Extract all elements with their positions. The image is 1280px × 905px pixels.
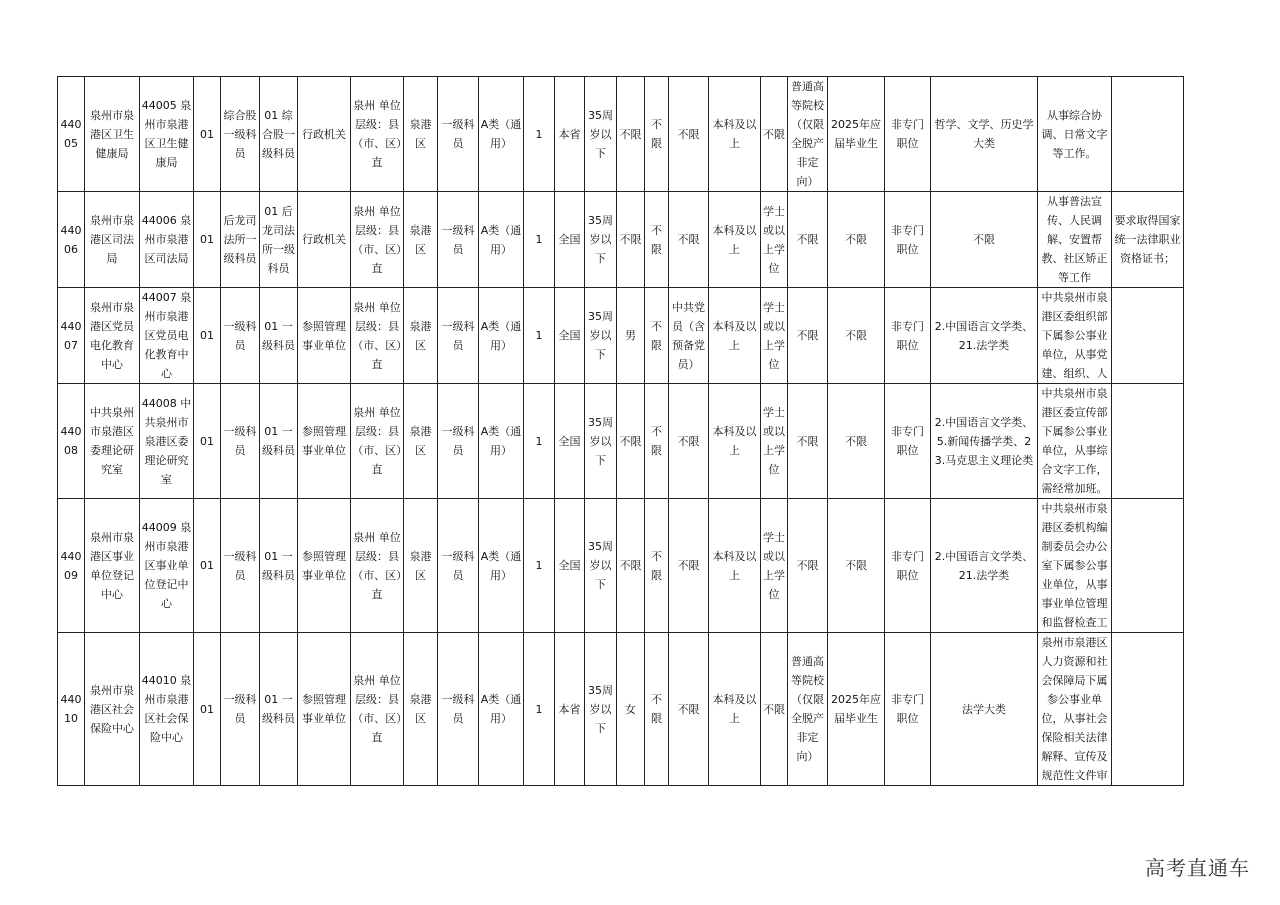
- duty-cell: 中共泉州市泉港区委宣传部下属参公事业单位，从事综合文字工作，需经常加班。: [1038, 384, 1112, 499]
- rank-cell: 一级科员: [438, 499, 479, 633]
- category-cell: A类（通用）: [479, 633, 524, 786]
- duty-cell: 泉州市泉港区人力资源和社会保障局下属参公事业单位，从事社会保险相关法律解释、宣传及规范性文件审: [1038, 633, 1112, 786]
- political-cell: 不限: [669, 384, 709, 499]
- unit-code-cell: 44005 泉州市泉港区卫生健康局: [140, 77, 194, 192]
- unit-nature-cell: 参照管理事业单位: [298, 288, 351, 384]
- ethnic-cell: 不限: [645, 288, 669, 384]
- region-cell: 泉港区: [404, 384, 438, 499]
- school-cell: 普通高等院校（仅限全脱产非定向）: [788, 77, 828, 192]
- region-cell: 泉港区: [404, 288, 438, 384]
- position-code-cell: 01 综合股一级科员: [260, 77, 298, 192]
- scope-cell: 全国: [555, 499, 585, 633]
- rank-cell: 一级科员: [438, 633, 479, 786]
- gender-cell: 不限: [617, 77, 645, 192]
- major-cell: 哲学、文学、历史学大类: [931, 77, 1038, 192]
- unit-name-cell: 泉州市泉港区卫生健康局: [85, 77, 140, 192]
- political-cell: 不限: [669, 192, 709, 288]
- remark-cell: [1112, 384, 1184, 499]
- count-cell: 1: [524, 633, 555, 786]
- rank-cell: 一级科员: [438, 384, 479, 499]
- unit-level-cell: 泉州 单位层级：县（市、区）直: [351, 192, 404, 288]
- graduate-cell: 2025年应届毕业生: [828, 77, 885, 192]
- position-code-cell: 01 一级科员: [260, 499, 298, 633]
- special-position-cell: 非专门职位: [885, 633, 931, 786]
- school-cell: 不限: [788, 192, 828, 288]
- school-cell: 不限: [788, 384, 828, 499]
- recruitment-table: [57, 76, 1184, 786]
- degree-cell: 学士或以上学位: [761, 192, 788, 288]
- unit-name-cell: 中共泉州市泉港区委理论研究室: [85, 384, 140, 499]
- major-cell: 2.中国语言文学类、21.法学类: [931, 499, 1038, 633]
- position-name-cell: 后龙司法所一级科员: [221, 192, 260, 288]
- table-body: [58, 77, 1184, 786]
- table-row: [58, 499, 1184, 633]
- job-code-cell: 44009: [58, 499, 85, 633]
- rank-cell: 一级科员: [438, 192, 479, 288]
- count-cell: 1: [524, 499, 555, 633]
- special-position-cell: 非专门职位: [885, 192, 931, 288]
- graduate-cell: 2025年应届毕业生: [828, 633, 885, 786]
- duty-cell: 从事综合协调、日常文字等工作。: [1038, 77, 1112, 192]
- remark-cell: [1112, 633, 1184, 786]
- graduate-cell: 不限: [828, 384, 885, 499]
- unit-code-cell: 44010 泉州市泉港区社会保险中心: [140, 633, 194, 786]
- scope-cell: 全国: [555, 384, 585, 499]
- school-cell: 不限: [788, 499, 828, 633]
- position-name-cell: 一级科员: [221, 633, 260, 786]
- unit-level-cell: 泉州 单位层级：县（市、区）直: [351, 77, 404, 192]
- position-name-cell: 综合股一级科员: [221, 77, 260, 192]
- category-cell: A类（通用）: [479, 499, 524, 633]
- scope-cell: 全国: [555, 192, 585, 288]
- job-code-cell: 44005: [58, 77, 85, 192]
- unit-code-cell: 44009 泉州市泉港区事业单位登记中心: [140, 499, 194, 633]
- job-code-cell: 44008: [58, 384, 85, 499]
- position-number-cell: 01: [194, 499, 221, 633]
- region-cell: 泉港区: [404, 633, 438, 786]
- degree-cell: 学士或以上学位: [761, 288, 788, 384]
- major-cell: 2.中国语言文学类、21.法学类: [931, 288, 1038, 384]
- ethnic-cell: 不限: [645, 633, 669, 786]
- major-cell: 2.中国语言文学类、5.新闻传播学类、23.马克思主义理论类: [931, 384, 1038, 499]
- age-cell: 35周岁以下: [585, 633, 617, 786]
- remark-cell: 要求取得国家统一法律职业资格证书；: [1112, 192, 1184, 288]
- region-cell: 泉港区: [404, 192, 438, 288]
- region-cell: 泉港区: [404, 499, 438, 633]
- table-row: [58, 77, 1184, 192]
- duty-cell: 中共泉州市泉港区委机构编制委员会办公室下属参公事业单位，从事事业单位管理和监督检查工: [1038, 499, 1112, 633]
- rank-cell: 一级科员: [438, 288, 479, 384]
- graduate-cell: 不限: [828, 288, 885, 384]
- ethnic-cell: 不限: [645, 77, 669, 192]
- age-cell: 35周岁以下: [585, 77, 617, 192]
- position-number-cell: 01: [194, 633, 221, 786]
- degree-cell: 学士或以上学位: [761, 384, 788, 499]
- ethnic-cell: 不限: [645, 384, 669, 499]
- position-name-cell: 一级科员: [221, 288, 260, 384]
- age-cell: 35周岁以下: [585, 192, 617, 288]
- ethnic-cell: 不限: [645, 499, 669, 633]
- unit-nature-cell: 行政机关: [298, 77, 351, 192]
- count-cell: 1: [524, 192, 555, 288]
- gender-cell: 女: [617, 633, 645, 786]
- education-cell: 本科及以上: [709, 633, 761, 786]
- watermark: 高考直通车: [1145, 856, 1250, 880]
- unit-name-cell: 泉州市泉港区社会保险中心: [85, 633, 140, 786]
- political-cell: 不限: [669, 499, 709, 633]
- region-cell: 泉港区: [404, 77, 438, 192]
- education-cell: 本科及以上: [709, 288, 761, 384]
- position-code-cell: 01 一级科员: [260, 288, 298, 384]
- remark-cell: [1112, 499, 1184, 633]
- duty-cell: 从事普法宣传、人民调解、安置帮教、社区矫正等工作: [1038, 192, 1112, 288]
- special-position-cell: 非专门职位: [885, 77, 931, 192]
- category-cell: A类（通用）: [479, 192, 524, 288]
- unit-level-cell: 泉州 单位层级：县（市、区）直: [351, 633, 404, 786]
- count-cell: 1: [524, 77, 555, 192]
- major-cell: 不限: [931, 192, 1038, 288]
- degree-cell: 学士或以上学位: [761, 499, 788, 633]
- job-code-cell: 44006: [58, 192, 85, 288]
- scope-cell: 本省: [555, 77, 585, 192]
- special-position-cell: 非专门职位: [885, 499, 931, 633]
- special-position-cell: 非专门职位: [885, 288, 931, 384]
- unit-nature-cell: 参照管理事业单位: [298, 633, 351, 786]
- position-code-cell: 01 后龙司法所一级科员: [260, 192, 298, 288]
- ethnic-cell: 不限: [645, 192, 669, 288]
- graduate-cell: 不限: [828, 192, 885, 288]
- scope-cell: 本省: [555, 633, 585, 786]
- unit-nature-cell: 参照管理事业单位: [298, 499, 351, 633]
- gender-cell: 不限: [617, 192, 645, 288]
- degree-cell: 不限: [761, 77, 788, 192]
- graduate-cell: 不限: [828, 499, 885, 633]
- unit-code-cell: 44007 泉州市泉港区党员电化教育中心: [140, 288, 194, 384]
- position-number-cell: 01: [194, 384, 221, 499]
- count-cell: 1: [524, 384, 555, 499]
- political-cell: 不限: [669, 633, 709, 786]
- job-code-cell: 44007: [58, 288, 85, 384]
- rank-cell: 一级科员: [438, 77, 479, 192]
- gender-cell: 不限: [617, 384, 645, 499]
- unit-level-cell: 泉州 单位层级：县（市、区）直: [351, 499, 404, 633]
- table-row: [58, 288, 1184, 384]
- school-cell: 不限: [788, 288, 828, 384]
- position-number-cell: 01: [194, 288, 221, 384]
- position-name-cell: 一级科员: [221, 499, 260, 633]
- age-cell: 35周岁以下: [585, 384, 617, 499]
- category-cell: A类（通用）: [479, 77, 524, 192]
- gender-cell: 不限: [617, 499, 645, 633]
- degree-cell: 不限: [761, 633, 788, 786]
- education-cell: 本科及以上: [709, 77, 761, 192]
- unit-level-cell: 泉州 单位层级：县（市、区）直: [351, 288, 404, 384]
- unit-code-cell: 44008 中共泉州市泉港区委理论研究室: [140, 384, 194, 499]
- position-number-cell: 01: [194, 77, 221, 192]
- count-cell: 1: [524, 288, 555, 384]
- remark-cell: [1112, 288, 1184, 384]
- position-number-cell: 01: [194, 192, 221, 288]
- unit-name-cell: 泉州市泉港区司法局: [85, 192, 140, 288]
- major-cell: 法学大类: [931, 633, 1038, 786]
- education-cell: 本科及以上: [709, 384, 761, 499]
- category-cell: A类（通用）: [479, 288, 524, 384]
- duty-cell: 中共泉州市泉港区委组织部下属参公事业单位，从事党建、组织、人: [1038, 288, 1112, 384]
- political-cell: 中共党员（含预备党员）: [669, 288, 709, 384]
- education-cell: 本科及以上: [709, 499, 761, 633]
- age-cell: 35周岁以下: [585, 499, 617, 633]
- position-code-cell: 01 一级科员: [260, 384, 298, 499]
- special-position-cell: 非专门职位: [885, 384, 931, 499]
- scope-cell: 全国: [555, 288, 585, 384]
- age-cell: 35周岁以下: [585, 288, 617, 384]
- gender-cell: 男: [617, 288, 645, 384]
- school-cell: 普通高等院校（仅限全脱产非定向）: [788, 633, 828, 786]
- category-cell: A类（通用）: [479, 384, 524, 499]
- table-row: [58, 384, 1184, 499]
- unit-nature-cell: 参照管理事业单位: [298, 384, 351, 499]
- unit-name-cell: 泉州市泉港区党员电化教育中心: [85, 288, 140, 384]
- position-code-cell: 01 一级科员: [260, 633, 298, 786]
- unit-name-cell: 泉州市泉港区事业单位登记中心: [85, 499, 140, 633]
- position-name-cell: 一级科员: [221, 384, 260, 499]
- political-cell: 不限: [669, 77, 709, 192]
- job-code-cell: 44010: [58, 633, 85, 786]
- table-row: [58, 192, 1184, 288]
- remark-cell: [1112, 77, 1184, 192]
- unit-nature-cell: 行政机关: [298, 192, 351, 288]
- education-cell: 本科及以上: [709, 192, 761, 288]
- unit-code-cell: 44006 泉州市泉港区司法局: [140, 192, 194, 288]
- table-row: [58, 633, 1184, 786]
- unit-level-cell: 泉州 单位层级：县（市、区）直: [351, 384, 404, 499]
